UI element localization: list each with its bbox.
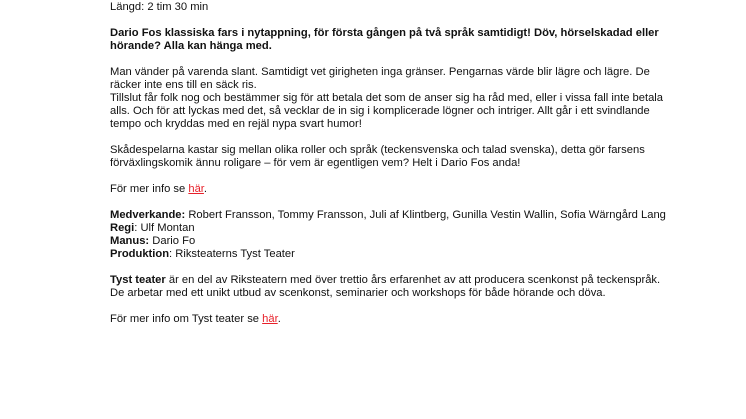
- tyst-more-info-link[interactable]: här: [262, 313, 278, 325]
- credit-manus: [110, 235, 670, 248]
- tyst-more-info-line: [110, 313, 670, 326]
- synopsis-line-2: Tillslut får folk nog och bestämmer sig för att betala det som de anser sig ha råd med, eller i vissa fall inte betala alls. Och för att lyckas med det, så vecklar de in sig i komplicerade lögner och intriger. Allt går i ett svindlande tempo och kryddas med en rejäl nypa svart humor!: [110, 92, 664, 130]
- tyst-more-info-period: .: [277, 313, 281, 325]
- credit-produktion-label: Produktion: [110, 248, 170, 260]
- credit-medverkande-label: Medverkande:: [110, 209, 186, 221]
- tyst-teater-text: är en del av Riksteatern med över trettio års erfarenhet av att producera scenkonst på teckenspråk. De arbetar med ett unikt utbud av scenkonst, seminarier och workshops för både hörande och döva.: [110, 274, 661, 299]
- credit-medverkande: [110, 209, 670, 222]
- credits-block: [110, 209, 670, 261]
- more-info-text: För mer info se: [110, 183, 189, 195]
- document-body: [110, 1, 670, 326]
- synopsis-line-1: Man vänder på varenda slant. Samtidigt vet girigheten inga gränser. Pengarnas värde blir lägre och lägre. De räcker inte ens till en säck ris.: [110, 66, 650, 91]
- more-info-line: [110, 183, 670, 196]
- credit-produktion-value: : Riksteaterns Tyst Teater: [169, 248, 295, 260]
- credit-medverkande-value: Robert Fransson, Tommy Fransson, Juli af Klintberg, Gunilla Vestin Wallin, Sofia Wärngård Lang: [185, 209, 666, 221]
- credit-manus-label: Manus:: [110, 235, 150, 247]
- tyst-teater-label: Tyst teater: [110, 274, 166, 286]
- lead-paragraph: Dario Fos klassiska fars i nytappning, för första gången på två språk samtidigt! Döv, hörselskadad eller hörande? Alla kan hänga med.: [110, 27, 659, 52]
- synopsis-paragraph: [110, 66, 670, 131]
- duration-line: Längd: 2 tim 30 min: [110, 1, 209, 13]
- more-info-period: .: [203, 183, 208, 195]
- credit-regi-label: Regi: [110, 222, 135, 234]
- credit-manus-value: Dario Fo: [149, 235, 196, 247]
- credit-produktion: [110, 248, 670, 261]
- more-info-link[interactable]: här: [188, 183, 204, 195]
- tyst-more-info-text: För mer info om Tyst teater se: [110, 313, 263, 325]
- credit-regi-value: : Ulf Montan: [134, 222, 195, 234]
- credit-regi: [110, 222, 670, 235]
- cast-description-paragraph: Skådespelarna kastar sig mellan olika roller och språk (teckensvenska och talad svenska), detta gör farsens förväxlingskomik ännu roligare – för vem är egentligen vem? Helt i Dario Fos anda!: [110, 144, 645, 169]
- tyst-teater-paragraph: [110, 274, 670, 300]
